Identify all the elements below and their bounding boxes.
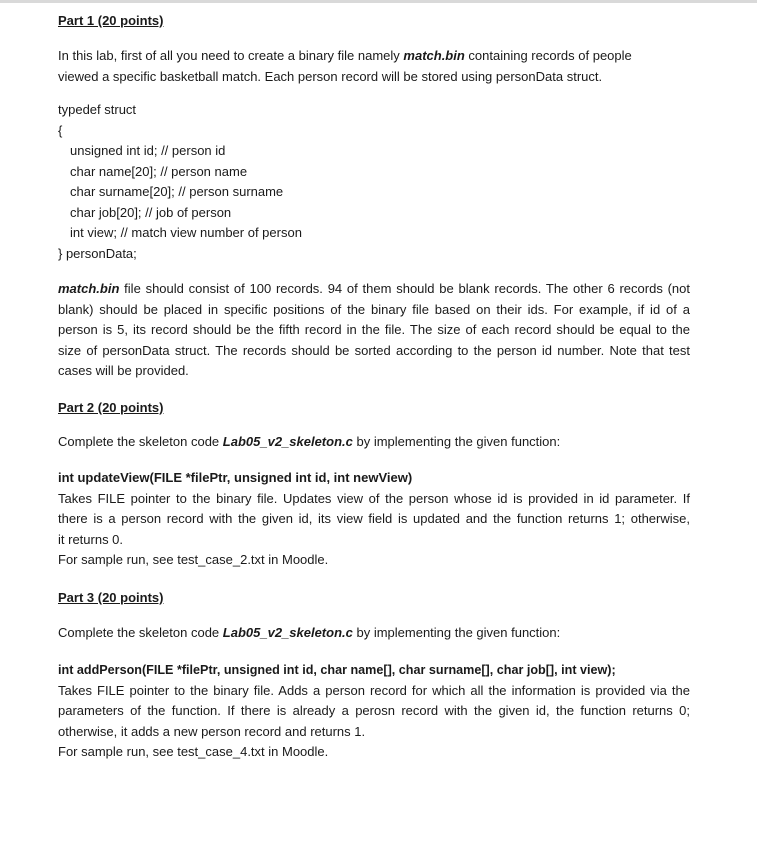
code-line: char job[20]; // job of person xyxy=(70,204,232,220)
sample-run-note: For sample run, see test_case_4.txt in Moodle. xyxy=(58,744,329,759)
code-line: int view; // match view number of person xyxy=(70,225,302,240)
code-line: } personData; xyxy=(58,245,137,261)
part2-instruction: Complete the skeleton code Lab05_v2_skeleton.c by implementing the given function: xyxy=(58,434,561,449)
description-line: there is a person record with the given id, its view field is updated and the function returns 1; otherwise, xyxy=(58,511,690,526)
skeleton-filename: Lab05_v2_skeleton.c xyxy=(222,434,353,449)
part3-description xyxy=(58,660,690,763)
filename-match-bin: match.bin xyxy=(58,281,120,296)
description-line: Takes FILE pointer to the binary file. Updates view of the person whose id is provided in id parameter. If xyxy=(58,490,690,506)
description-line: it returns 0. xyxy=(58,531,124,547)
description-line: otherwise, it adds a new person record and returns 1. xyxy=(58,723,366,739)
part1-heading: Part 1 (20 points) xyxy=(58,13,164,28)
code-line: { xyxy=(58,122,63,138)
skeleton-filename: Lab05_v2_skeleton.c xyxy=(222,625,353,640)
paragraph-line: cases will be provided. xyxy=(58,363,189,378)
intro-line-2: viewed a specific basketball match. Each person record will be stored using personData struct. xyxy=(58,68,603,84)
part3-heading: Part 3 (20 points) xyxy=(58,590,164,605)
filename-match-bin: match.bin xyxy=(403,48,465,63)
page-top-border xyxy=(0,0,757,3)
function-signature: int addPerson(FILE *filePtr, unsigned int id, char name[], char surname[], char job[], int view); xyxy=(58,663,616,677)
part2-heading: Part 2 (20 points) xyxy=(58,400,164,415)
function-signature: int updateView(FILE *filePtr, unsigned int id, int newView) xyxy=(58,470,413,485)
struct-code-block xyxy=(58,100,690,264)
paragraph-line: size of personData struct. The records should be sorted according to the person id number. Note that test xyxy=(58,342,690,358)
paragraph-line: person is 5, its record should be the fifth record in the file. The size of each record should be equal to the xyxy=(58,322,690,337)
paragraph-line: blank) should be placed in specific positions of the binary file based on their ids. For example, if id of a xyxy=(58,301,690,317)
code-line: char name[20]; // person name xyxy=(70,163,248,179)
intro-line-1: In this lab, first of all you need to create a binary file namely match.bin containing records of people xyxy=(58,48,632,63)
paragraph-line: match.bin file should consist of 100 records. 94 of them should be blank records. The other 6 records (not xyxy=(58,281,690,296)
part1-intro xyxy=(58,46,690,87)
code-line: unsigned int id; // person id xyxy=(70,143,226,158)
part1-paragraph xyxy=(58,279,690,382)
sample-run-note: For sample run, see test_case_2.txt in Moodle. xyxy=(58,552,329,567)
description-line: parameters of the function. If there is already a perosn record with the given id, the function returns 0; xyxy=(58,703,690,718)
part3-instruction: Complete the skeleton code Lab05_v2_skeleton.c by implementing the given function: xyxy=(58,625,561,640)
description-line: Takes FILE pointer to the binary file. Adds a person record for which all the information is provided via the xyxy=(58,682,690,698)
part2-description xyxy=(58,468,690,571)
code-line: char surname[20]; // person surname xyxy=(70,184,284,199)
code-line: typedef struct xyxy=(58,102,137,117)
